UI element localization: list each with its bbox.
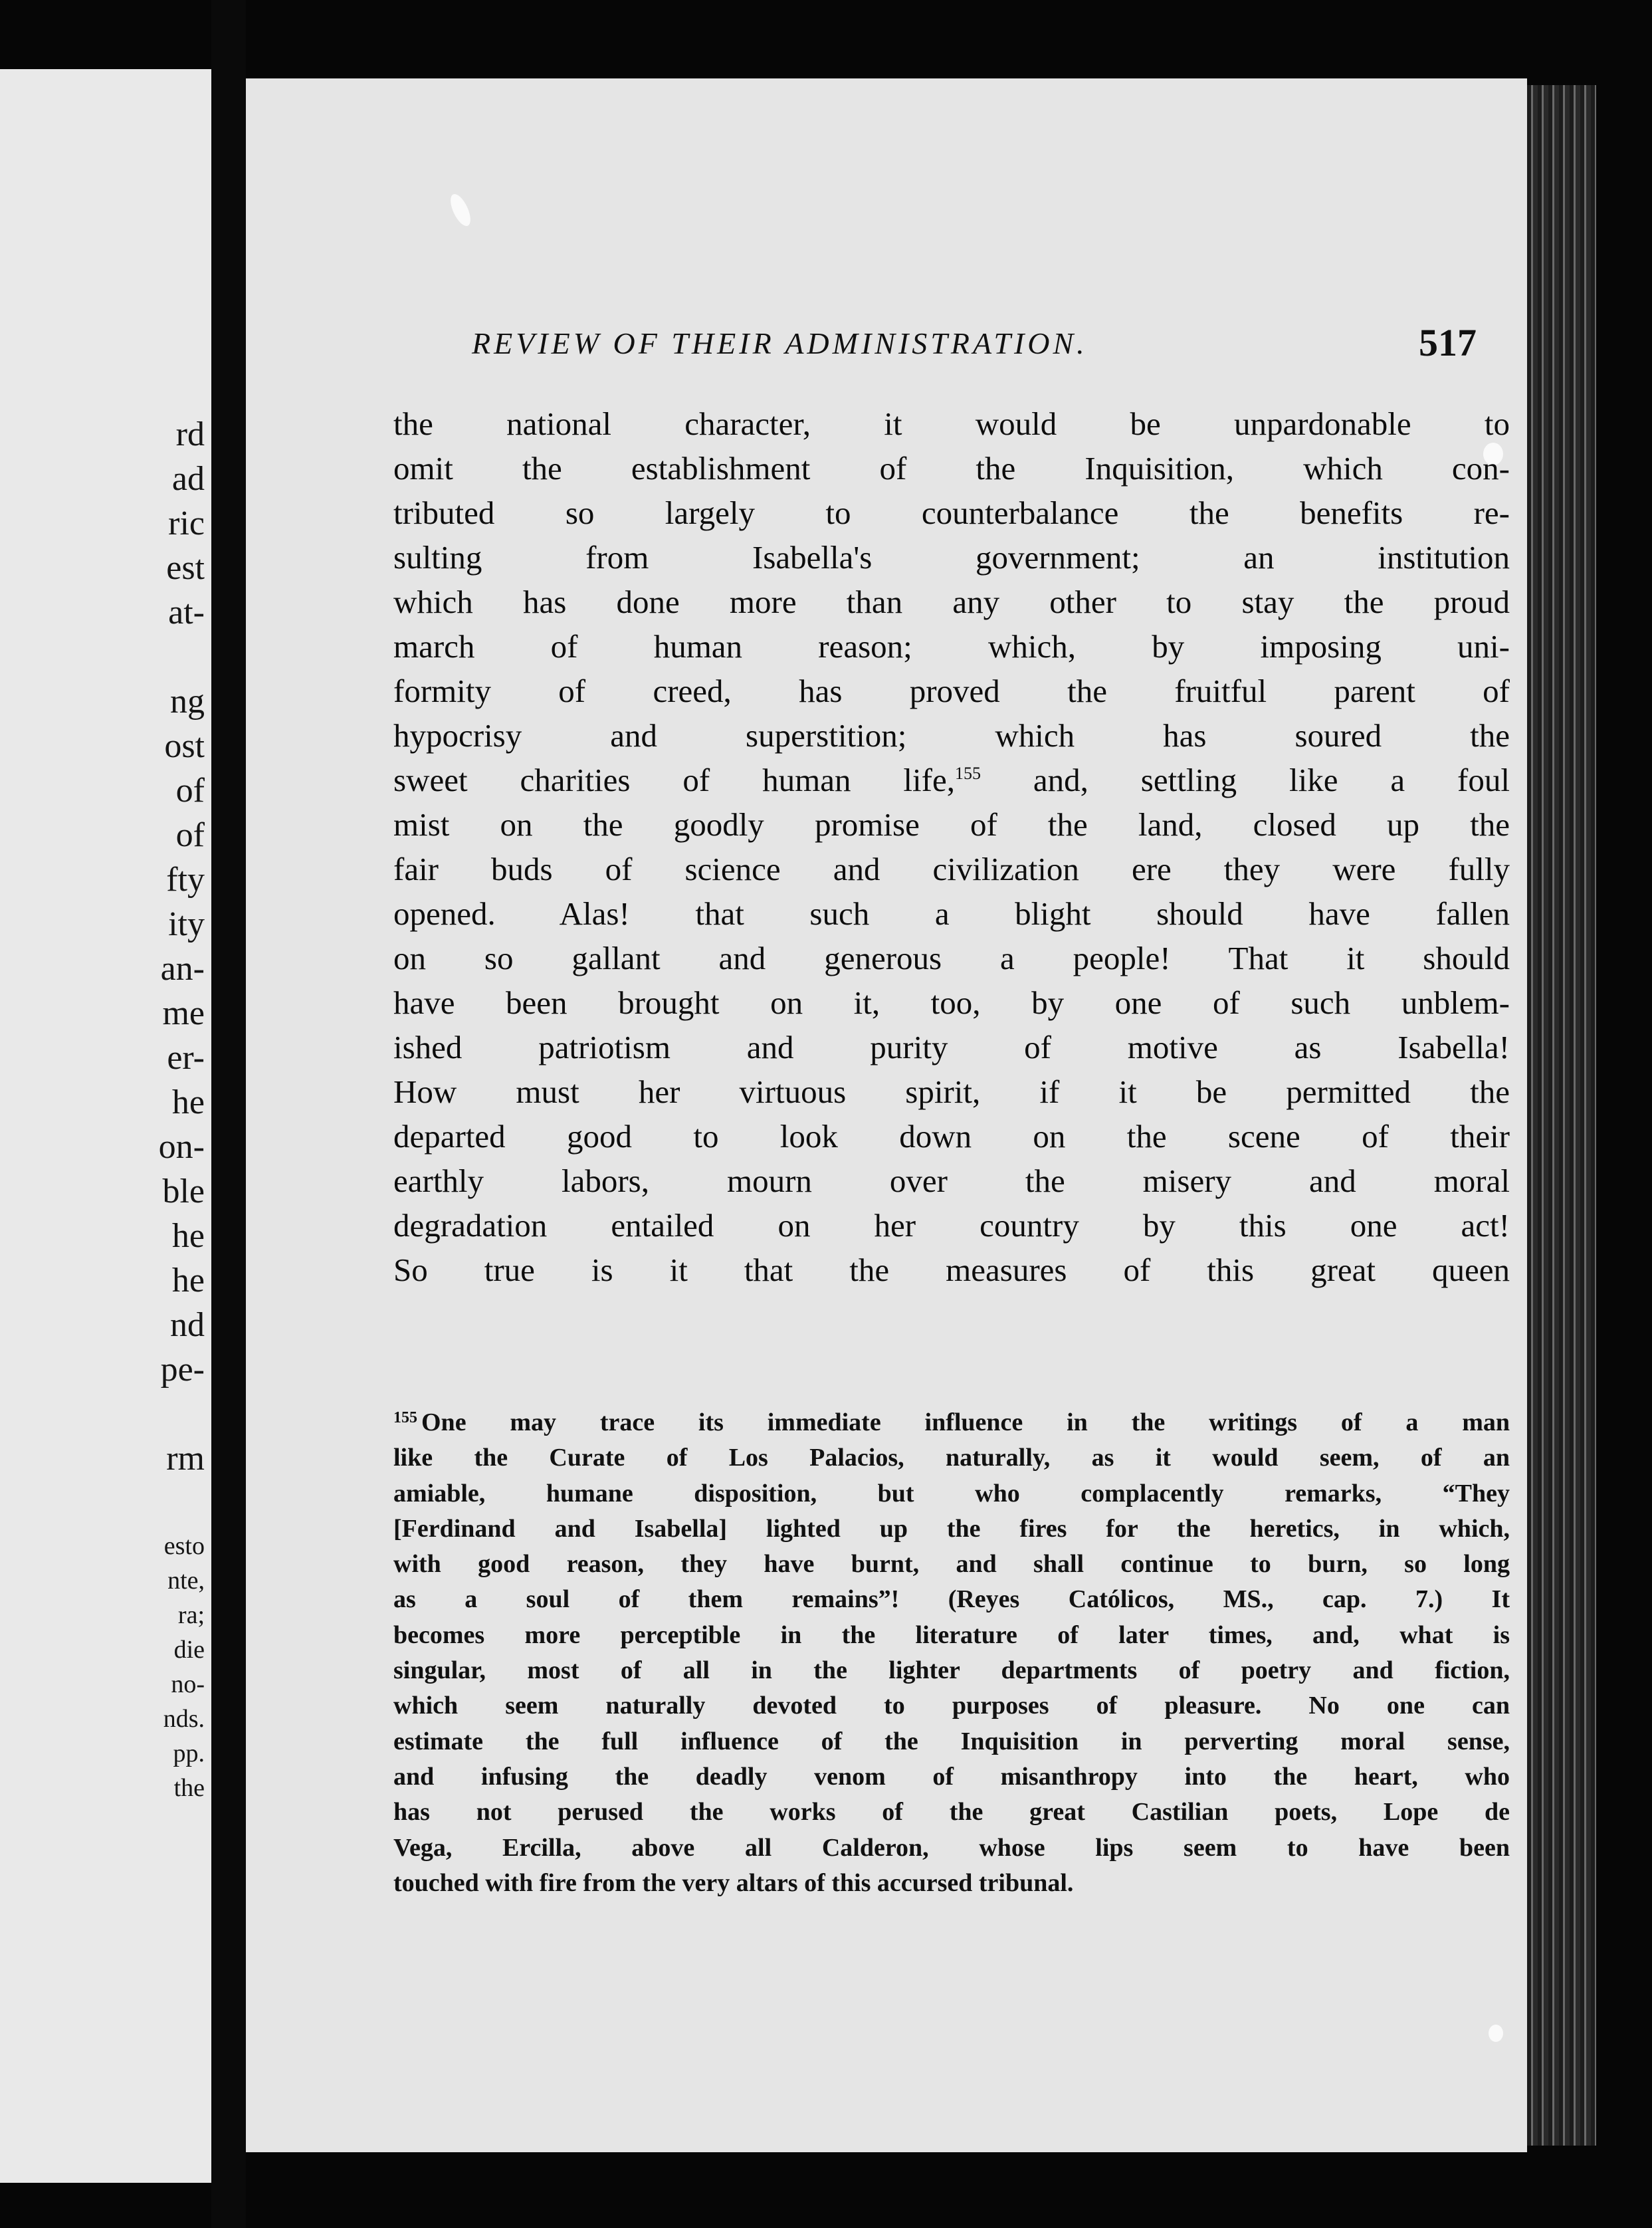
previous-page-fragment: er- <box>167 1039 205 1077</box>
running-head <box>472 321 1477 379</box>
previous-page-footnote-fragment: no- <box>171 1670 205 1698</box>
footnote-line: touched with fire from the very altars of this accursed tribunal. <box>393 1868 1074 1897</box>
previous-page-fragment: fty <box>166 861 205 899</box>
footnote <box>393 1405 1510 1901</box>
previous-page-footnote-fragment: nds. <box>163 1705 205 1733</box>
previous-page-fragment: of <box>175 816 205 854</box>
page-block-edges <box>1527 85 1596 2146</box>
footnote-line: Vega, Ercilla, above all Calderon, whose lips seem to have been <box>393 1833 1510 1862</box>
previous-page-fragment: he <box>171 1262 205 1299</box>
previous-page-footnote-fragment: ra; <box>177 1601 205 1629</box>
previous-page-fragment: est <box>166 549 205 587</box>
body-line: the national character, it would be unpardonable to <box>393 405 1510 442</box>
body-line: fair buds of science and civilization ere they were fully <box>393 851 1510 887</box>
previous-page-fragment: of <box>175 772 205 810</box>
previous-page-fragment: on- <box>158 1128 205 1166</box>
body-line: which has done more than any other to stay the proud <box>393 584 1510 620</box>
body-line: earthly labors, mourn over the misery and moral <box>393 1163 1510 1199</box>
footnote-line: like the Curate of Los Palacios, naturally, as it would seem, of an <box>393 1444 1510 1472</box>
previous-page-footnote-fragment: esto <box>163 1532 205 1560</box>
body-line: degradation entailed on her country by this one act! <box>393 1207 1510 1244</box>
previous-page-fragment: rm <box>166 1440 205 1478</box>
body-line-with-footnote-ref <box>393 758 1510 802</box>
footnote-number: 155 <box>393 1409 417 1426</box>
footnote-line: as a soul of them remains”! (Reyes Católicos, MS., cap. 7.) It <box>393 1585 1510 1614</box>
body-line: formity of creed, has proved the fruitful parent of <box>393 673 1510 709</box>
paper-speck <box>447 191 474 229</box>
footnote-line: singular, most of all in the lighter departments of poetry and fiction, <box>393 1656 1510 1685</box>
body-line: ished patriotism and purity of motive as Isabella! <box>393 1029 1510 1065</box>
book-page <box>246 78 1527 2152</box>
running-head-title: REVIEW OF THEIR ADMINISTRATION. <box>472 326 1088 360</box>
body-line: tributed so largely to counterbalance the benefits re- <box>393 495 1510 531</box>
footnote-line <box>393 1405 1510 1440</box>
previous-page-fragment: ad <box>171 460 205 498</box>
previous-page-fragment: an- <box>160 950 205 988</box>
body-line: on so gallant and generous a people! That it should <box>393 940 1510 976</box>
previous-page-fragment: me <box>162 994 205 1032</box>
previous-page-fragment: he <box>171 1217 205 1255</box>
page-number: 517 <box>1419 321 1477 364</box>
footnote-line: and infusing the deadly venom of misanthropy into the heart, who <box>393 1762 1510 1791</box>
previous-page-fragment: ity <box>168 905 205 943</box>
previous-page-fragment: he <box>171 1083 205 1121</box>
body-line: mist on the goodly promise of the land, closed up the <box>393 806 1510 843</box>
body-line-part: sweet charities of human life, <box>393 762 955 798</box>
previous-page-fragment: rd <box>175 415 205 453</box>
footnote-line: with good reason, they have burnt, and shall continue to burn, so long <box>393 1550 1510 1579</box>
book-gutter <box>211 0 246 2228</box>
previous-page-fragment: at- <box>168 594 205 631</box>
footnote-line: amiable, humane disposition, but who complacently remarks, “They <box>393 1479 1510 1507</box>
body-line: omit the establishment of the Inquisition, which con- <box>393 450 1510 487</box>
body-line: have been brought on it, too, by one of such unblem- <box>393 984 1510 1021</box>
previous-page-footnote-fragment: die <box>173 1636 205 1664</box>
previous-page-fragment: ble <box>162 1172 205 1210</box>
footnote-reference[interactable]: 155 <box>954 764 981 783</box>
previous-page-fragment: pe- <box>160 1351 205 1389</box>
previous-page-footnote-fragment: nte, <box>167 1567 205 1595</box>
previous-page-fragment: nd <box>170 1306 205 1344</box>
body-line: So true is it that the measures of this great queen <box>393 1252 1510 1288</box>
previous-page-fragment: ng <box>170 683 205 721</box>
body-line: sulting from Isabella's government; an institution <box>393 539 1510 576</box>
footnote-line-text: One may trace its immediate influence in the writings of a man <box>421 1408 1510 1436</box>
footnote-line: becomes more perceptible in the literature of later times, and, what is <box>393 1620 1510 1649</box>
previous-page-edge <box>0 69 211 2183</box>
previous-page-footnote-fragment: pp. <box>173 1739 205 1767</box>
footnote-line: which seem naturally devoted to purposes of pleasure. No one can <box>393 1692 1510 1720</box>
body-line: hypocrisy and superstition; which has soured the <box>393 717 1510 754</box>
footnote-line: has not perused the works of the great Castilian poets, Lope de <box>393 1798 1510 1827</box>
paper-speck <box>1489 2025 1503 2042</box>
body-line: How must her virtuous spirit, if it be permitted the <box>393 1073 1510 1110</box>
footnote-line: estimate the full influence of the Inquisition in perverting moral sense, <box>393 1727 1510 1755</box>
body-line: departed good to look down on the scene of their <box>393 1118 1510 1155</box>
body-line: march of human reason; which, by imposing uni- <box>393 628 1510 665</box>
previous-page-fragment: ost <box>164 727 205 765</box>
previous-page-footnote-fragment: the <box>173 1774 205 1802</box>
body-text <box>393 401 1510 1292</box>
previous-page-fragment: ric <box>168 504 205 542</box>
footnote-line: [Ferdinand and Isabella] lighted up the fires for the heretics, in which, <box>393 1514 1510 1543</box>
body-line: opened. Alas! that such a blight should have fallen <box>393 895 1510 932</box>
body-line-part: and, settling like a foul <box>980 762 1510 798</box>
